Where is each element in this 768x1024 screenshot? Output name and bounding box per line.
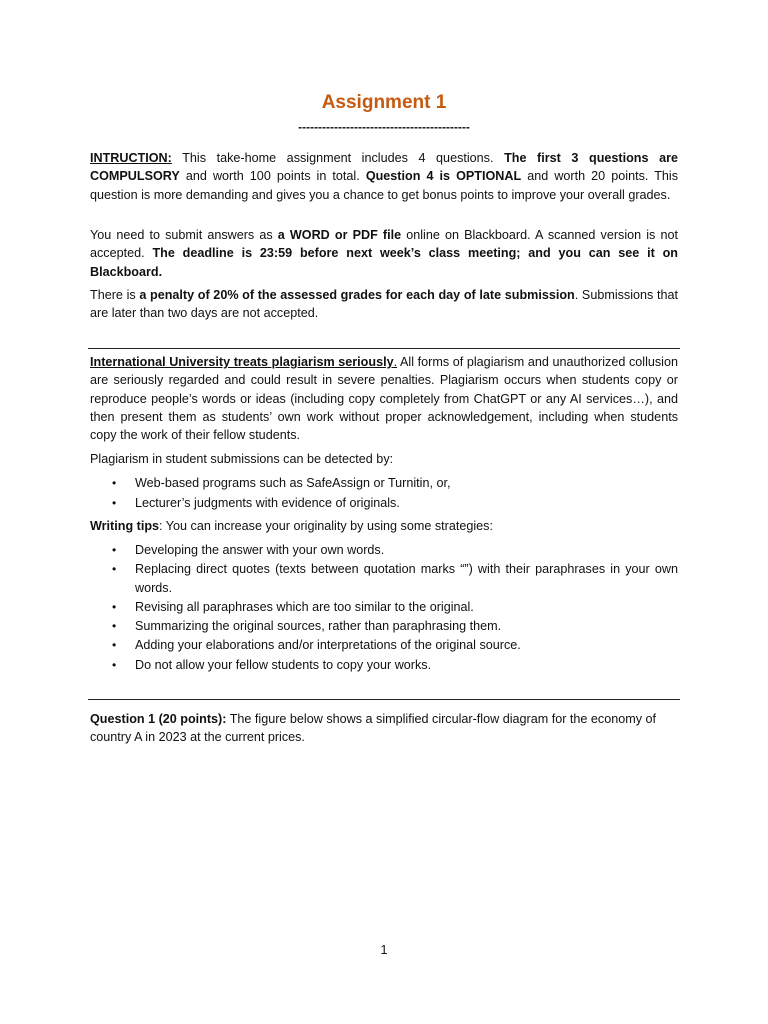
question-1-paragraph: Question 1 (20 points): The figure below shows a simplified circular-flow diagram for the economy of country A in 2023 at the current prices. [90, 712, 656, 745]
list-item: • Adding your elaborations and/or interpretations of the original source. [90, 636, 678, 654]
detected-list [90, 474, 678, 513]
question-1-label: Question 1 (20 points): [90, 712, 227, 726]
section-divider [88, 348, 680, 349]
writing-tips-label: Writing tips [90, 519, 160, 533]
list-item: • Replacing direct quotes (texts between quotation marks “”) with their paraphrases in your own words. [112, 562, 678, 595]
writing-tips-paragraph: Writing tips: You can increase your originality by using some strategies: [90, 519, 493, 533]
page-title: Assignment 1 [321, 92, 447, 113]
list-item: • Lecturer’s judgments with evidence of originals. [90, 494, 678, 512]
bullet-icon: • [112, 657, 117, 672]
bullet-icon: • [112, 619, 117, 634]
penalty-paragraph: There is a penalty of 20% of the assessed grades for each day of late submission. Submissions that are later than two days are not accepted. [90, 288, 678, 321]
bullet-icon: • [112, 599, 117, 614]
list-item: • Summarizing the original sources, rather than paraphrasing them. [90, 617, 678, 635]
list-item: • Do not allow your fellow students to copy your works. [90, 656, 678, 674]
plagiarism-label: International University treats plagiarism seriously [90, 355, 394, 369]
bullet-icon: • [112, 476, 117, 490]
plagiarism-paragraph: International University treats plagiarism seriously. All forms of plagiarism and unauthorized collusion are seriously regarded and could result in severe penalties. Plagiarism occurs when students copy or reproduce people’s words or ideas (including copy completely from ChatGPT or any AI services…), and then present them as students’ own work without proper acknowledgement, including when students copy the work of their fellow students. [90, 355, 678, 443]
list-item: • Developing the answer with your own words. [90, 541, 678, 559]
list-item: • Revising all paraphrases which are too similar to the original. [90, 598, 678, 616]
instruction-label: INTRUCTION: [90, 151, 172, 165]
bullet-icon: • [112, 638, 117, 653]
section-divider [88, 699, 680, 700]
submission-paragraph: You need to submit answers as a WORD or PDF file online on Blackboard. A scanned version is not accepted. The deadline is 23:59 before next week’s class meeting; and you can see it on Blackboard. [90, 228, 678, 279]
bullet-icon: • [112, 543, 117, 557]
page-number: 1 [380, 943, 388, 957]
bullet-icon: • [112, 496, 117, 511]
title-underline-dashes: ------------------------------------------- [298, 120, 470, 134]
bullet-icon: • [112, 562, 117, 577]
tips-list [90, 541, 678, 674]
list-item: • Web-based programs such as SafeAssign or Turnitin, or, [90, 474, 678, 492]
detected-intro: Plagiarism in student submissions can be detected by: [90, 452, 394, 466]
instruction-paragraph: INTRUCTION: This take-home assignment includes 4 questions. The first 3 questions are COMPULSORY and worth 100 points in total. Question 4 is OPTIONAL and worth 20 points. This question is more demanding and gives you a chance to get bonus points to improve your overall grades. [90, 151, 678, 202]
